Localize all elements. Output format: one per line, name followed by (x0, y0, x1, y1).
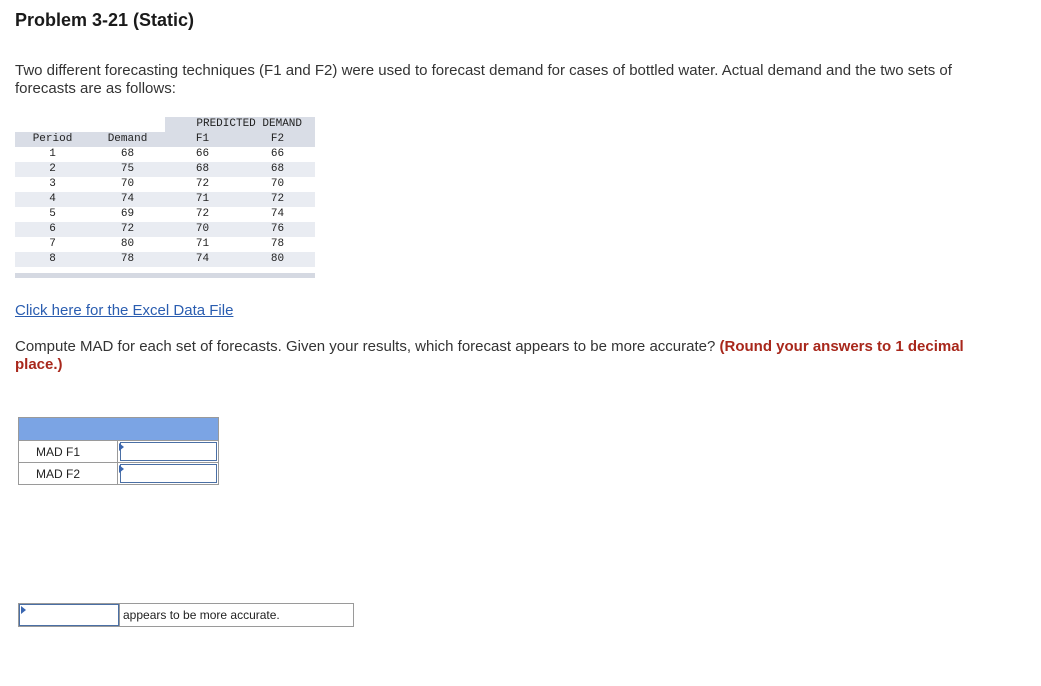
cell-period: 6 (15, 222, 90, 237)
question-body: Compute MAD for each set of forecasts. Given your results, which forecast appears to be more accurate? (15, 338, 716, 355)
cell-demand: 68 (120, 148, 135, 160)
cell-f2: 66 (270, 148, 285, 160)
mad-answer-table (18, 417, 219, 485)
table-row (15, 162, 315, 177)
cell-demand: 72 (90, 222, 165, 237)
table-row (15, 177, 315, 192)
cell-f2: 72 (240, 192, 315, 207)
column-header-f2: F2 (240, 132, 315, 147)
cell-demand: 75 (90, 162, 165, 177)
cell-period: 2 (15, 162, 90, 177)
mad-f1-cell (118, 441, 219, 463)
predicted-demand-header: PREDICTED DEMAND (165, 117, 315, 132)
answer-table-header (19, 418, 219, 441)
table-bottom-divider (15, 273, 315, 278)
cell-period: 8 (15, 252, 90, 267)
table-row (15, 207, 315, 222)
cell-period: 3 (49, 178, 56, 190)
table-row (15, 147, 315, 162)
cell-period: 1 (49, 148, 56, 160)
cell-demand: 69 (120, 208, 135, 220)
super-header-blank (15, 117, 165, 132)
conclusion-row (18, 603, 354, 627)
cell-f2: 76 (240, 222, 315, 237)
problem-title: Problem 3-21 (Static) (15, 10, 195, 30)
cell-period: 5 (49, 208, 56, 220)
cell-f2: 78 (270, 238, 285, 250)
cell-f1: 66 (195, 148, 210, 160)
triangle-marker-icon (21, 606, 26, 614)
column-header-f1: F1 (165, 132, 240, 147)
cell-period: 4 (15, 192, 90, 207)
mad-f2-label: MAD F2 (19, 463, 118, 485)
cell-f1: 72 (195, 178, 210, 190)
problem-intro: Two different forecasting techniques (F1 and F2) were used to forecast demand for cases of bottled water. Actual demand and the two sets of forecasts are as follows: (15, 62, 952, 97)
rounding-instruction: (Round your answers to 1 decimal place.) (15, 338, 964, 373)
cell-f1: 74 (165, 252, 240, 267)
mad-f2-input[interactable] (120, 464, 217, 483)
table-row (15, 192, 315, 207)
cell-f1: 70 (165, 222, 240, 237)
cell-demand: 70 (120, 178, 135, 190)
answer-row-mad-f2 (19, 463, 219, 485)
triangle-marker-icon (119, 465, 124, 473)
demand-data-table (15, 117, 315, 267)
cell-demand: 80 (120, 238, 135, 250)
cell-f2: 74 (270, 208, 285, 220)
table-row (15, 222, 315, 237)
excel-data-file-link[interactable]: Click here for the Excel Data File (15, 302, 234, 319)
table-row (15, 237, 315, 252)
cell-f2: 80 (240, 252, 315, 267)
cell-demand: 78 (90, 252, 165, 267)
cell-f1: 68 (165, 162, 240, 177)
column-header-period: Period (15, 132, 90, 147)
forecast-select-dropdown[interactable] (19, 604, 119, 626)
table-row (15, 252, 315, 267)
cell-f2: 70 (270, 178, 285, 190)
cell-f1: 71 (195, 238, 210, 250)
mad-f1-input[interactable] (120, 442, 217, 461)
cell-f1: 71 (165, 192, 240, 207)
column-header-demand: Demand (90, 132, 165, 147)
cell-period: 7 (49, 238, 56, 250)
cell-demand: 74 (90, 192, 165, 207)
question-text (15, 338, 975, 374)
triangle-marker-icon (119, 443, 124, 451)
cell-f2: 68 (240, 162, 315, 177)
answer-row-mad-f1 (19, 441, 219, 463)
mad-f2-cell (118, 463, 219, 485)
cell-f1: 72 (195, 208, 210, 220)
conclusion-text: appears to be more accurate. (119, 604, 353, 626)
mad-f1-label: MAD F1 (19, 441, 118, 463)
